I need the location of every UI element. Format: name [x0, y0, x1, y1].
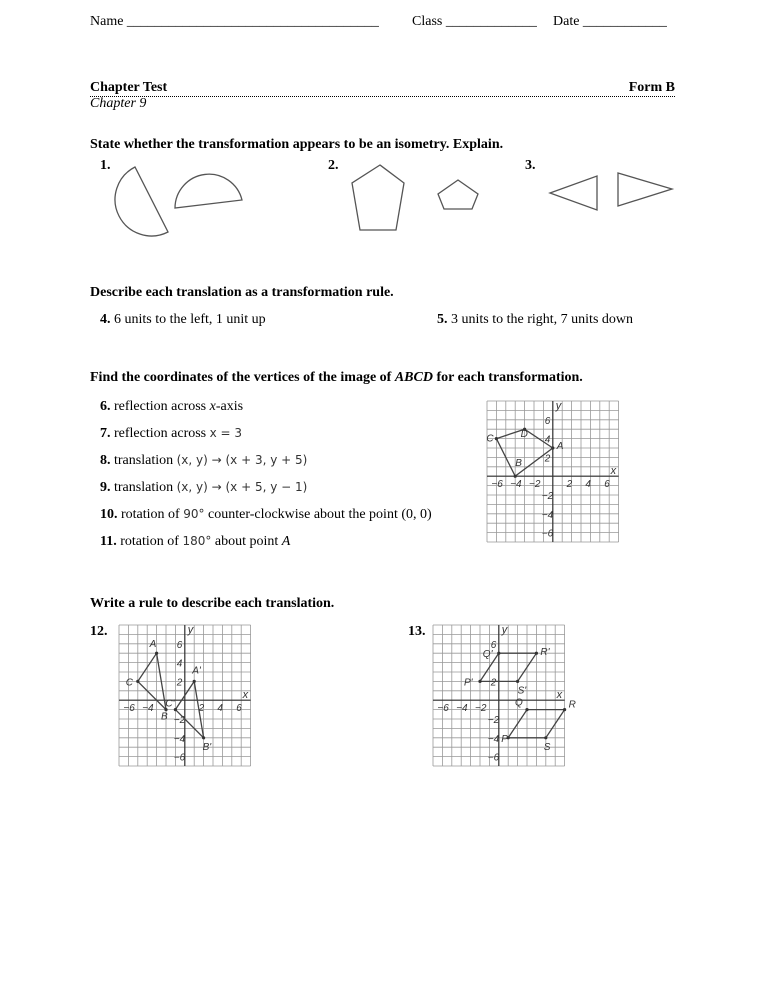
vertex-point — [136, 680, 139, 683]
section2-instruction: Describe each translation as a transformation rule. — [90, 285, 394, 300]
x-tick-label: −6 — [491, 479, 503, 491]
pentagon-large — [352, 165, 404, 230]
graph-abcd — [486, 400, 620, 542]
y-tick-label: −2 — [541, 491, 554, 502]
date-field[interactable]: Date ____________ — [553, 14, 667, 29]
vertex-point — [551, 446, 554, 449]
pentagon-small — [438, 180, 478, 209]
x-axis-label: x — [556, 689, 563, 702]
semicircle-1 — [115, 167, 168, 236]
vertex-point — [563, 708, 566, 711]
vertex-label-B': B' — [202, 741, 212, 753]
x-tick-label: −6 — [123, 703, 135, 715]
y-tick-label: 6 — [544, 415, 551, 427]
y-tick-label: −2 — [487, 715, 500, 726]
vertex-label-S: S — [543, 741, 551, 753]
y-axis-label: y — [187, 624, 194, 636]
vertex-label-R: R — [568, 699, 576, 711]
chapter-test-title: Chapter Test — [90, 80, 168, 95]
q1-number: 1. — [100, 158, 111, 173]
vertex-label-C: C — [125, 677, 134, 689]
vertex-label-P: P — [501, 733, 508, 745]
y-tick-label: 2 — [544, 453, 551, 465]
vertex-point — [495, 437, 498, 440]
chapter-label: Chapter 9 — [90, 96, 147, 111]
vertex-label-A: A — [556, 441, 564, 452]
vertex-label-B: B — [161, 711, 168, 723]
x-tick-label: −4 — [510, 479, 522, 491]
q11: 11. rotation of 180° about point A — [100, 534, 291, 549]
vertex-label-Q: Q — [515, 697, 523, 709]
y-tick-label: −4 — [541, 509, 554, 521]
y-tick-label: 6 — [176, 639, 183, 651]
q6: 6. reflection across x-axis — [100, 399, 244, 414]
q3-number: 3. — [525, 158, 536, 173]
vertex-label-R': R' — [540, 647, 550, 659]
vertex-label-C: C — [486, 433, 494, 445]
y-tick-label: 4 — [544, 434, 551, 446]
form-label: Form B — [628, 80, 675, 95]
class-field[interactable]: Class _____________ — [412, 14, 537, 29]
x-tick-label: 6 — [236, 703, 242, 715]
graph-12 — [118, 624, 254, 768]
q7: 7. reflection across x = 3 — [100, 426, 243, 441]
vertex-point — [497, 652, 500, 655]
vertex-point — [514, 475, 517, 478]
section3-instruction: Find the coordinates of the vertices of the image of ABCD for each transformation. — [90, 370, 583, 385]
y-tick-label: 2 — [176, 677, 183, 689]
q9: 9. translation (x, y) → (x + 5, y − 1) — [100, 480, 308, 495]
isometry-figures — [0, 0, 768, 260]
vertex-label-P': P' — [464, 677, 473, 689]
y-tick-label: 2 — [490, 677, 497, 689]
q13-number: 13. — [408, 624, 426, 639]
x-tick-label: 4 — [217, 703, 223, 715]
vertex-label-A: A — [149, 639, 157, 651]
y-tick-label: −6 — [173, 752, 186, 764]
vertex-label-Q': Q' — [482, 649, 493, 661]
x-tick-label: −2 — [529, 479, 541, 491]
y-tick-label: 6 — [490, 639, 497, 651]
vertex-point — [193, 680, 196, 683]
triangle-left — [550, 176, 597, 210]
vertex-point — [516, 680, 519, 683]
y-tick-label: −6 — [541, 528, 554, 540]
vertex-label-C': C' — [165, 698, 175, 710]
y-tick-label: −4 — [173, 733, 186, 745]
triangle-right — [618, 173, 672, 206]
q10: 10. rotation of 90° counter-clockwise about the point (0, 0) — [100, 507, 432, 522]
vertex-point — [478, 680, 481, 683]
vertex-point — [544, 736, 547, 739]
x-tick-label: −2 — [475, 703, 487, 715]
q12-number: 12. — [90, 624, 108, 639]
vertex-label-D: D — [520, 429, 528, 441]
q5: 5. 3 units to the right, 7 units down — [437, 312, 633, 327]
x-tick-label: −4 — [456, 703, 468, 715]
section4-instruction: Write a rule to describe each translation. — [90, 596, 335, 611]
x-tick-label: −4 — [142, 703, 154, 715]
x-axis-label: x — [610, 465, 617, 478]
y-tick-label: 4 — [176, 658, 183, 670]
vertex-label-B: B — [515, 458, 522, 470]
semicircle-2 — [175, 174, 242, 208]
q2-number: 2. — [328, 158, 339, 173]
vertex-label-A': A' — [192, 665, 201, 677]
section1-instruction: State whether the transformation appears to be an isometry. Explain. — [90, 137, 504, 152]
y-tick-label: −6 — [487, 752, 500, 764]
q8: 8. translation (x, y) → (x + 3, y + 5) — [100, 453, 308, 468]
x-tick-label: 2 — [198, 703, 205, 715]
y-axis-label: y — [555, 400, 562, 412]
graph-13 — [432, 624, 576, 768]
vertex-point — [155, 652, 158, 655]
vertex-point — [535, 652, 538, 655]
x-axis-label: x — [242, 689, 249, 702]
x-tick-label: −6 — [437, 703, 449, 715]
y-axis-label: y — [501, 624, 508, 636]
q4: 4. 6 units to the left, 1 unit up — [100, 312, 266, 327]
vertex-point — [525, 708, 528, 711]
x-tick-label: 4 — [585, 479, 591, 491]
x-tick-label: 2 — [566, 479, 573, 491]
y-tick-label: −4 — [487, 733, 500, 745]
name-field[interactable]: Name ____________________________________ — [90, 14, 379, 29]
vertex-label-S': S' — [517, 685, 527, 697]
vertex-point — [202, 736, 205, 739]
x-tick-label: 6 — [604, 479, 610, 491]
y-tick-label: −2 — [173, 715, 186, 726]
